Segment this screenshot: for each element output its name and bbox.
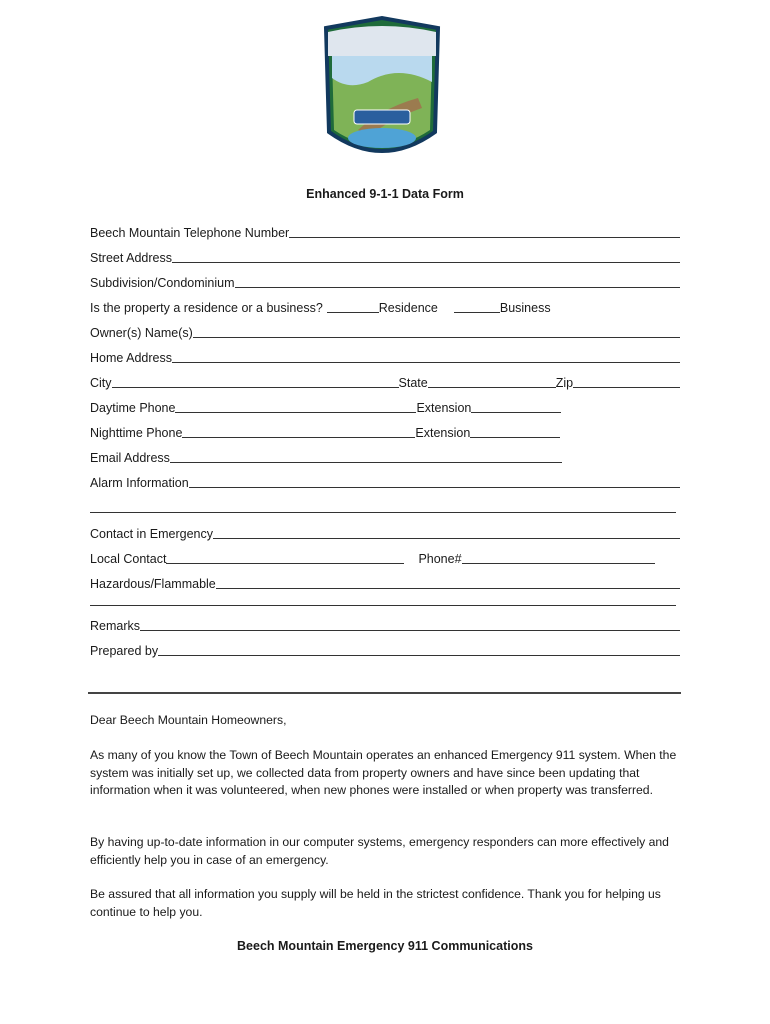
remarks-label: Remarks <box>90 619 141 633</box>
prepared-by-row <box>90 640 680 658</box>
telephone-field[interactable] <box>289 225 680 238</box>
remarks-row <box>90 615 680 633</box>
telephone-row <box>90 222 680 240</box>
state-label: State <box>398 376 428 390</box>
property-type-row <box>90 297 680 315</box>
prepared-by-label: Prepared by <box>90 644 159 658</box>
emergency-contact-row <box>90 523 680 541</box>
nighttime-extension-label: Extension <box>415 426 471 440</box>
letter-paragraph-2: By having up-to-date information in our computer systems, emergency responders can more effectively and efficiently help you in case of an emergency. <box>90 835 669 867</box>
letter-greeting: Dear Beech Mountain Homeowners, <box>90 713 287 727</box>
daytime-extension-field[interactable] <box>471 400 561 413</box>
letter-signature: Beech Mountain Emergency 911 Communications <box>237 939 533 953</box>
email-row <box>90 447 680 465</box>
street-row <box>90 247 680 265</box>
alarm-field[interactable] <box>189 475 680 488</box>
police-badge-logo <box>318 12 446 162</box>
state-field[interactable] <box>428 375 556 388</box>
hazardous-label: Hazardous/Flammable <box>90 577 216 591</box>
daytime-phone-row <box>90 397 680 415</box>
nighttime-phone-field[interactable] <box>182 425 415 438</box>
home-address-field[interactable] <box>172 350 680 363</box>
owners-row <box>90 322 680 340</box>
alarm-row <box>90 472 680 490</box>
phone-number-field[interactable] <box>462 551 655 564</box>
street-field[interactable] <box>172 250 680 263</box>
zip-field[interactable] <box>573 375 680 388</box>
city-label: City <box>90 376 112 390</box>
nighttime-extension-field[interactable] <box>470 425 560 438</box>
residence-blank[interactable] <box>327 300 379 313</box>
home-address-label: Home Address <box>90 351 172 365</box>
hazardous-field-continued[interactable] <box>90 605 676 606</box>
section-divider <box>88 692 681 694</box>
telephone-label: Beech Mountain Telephone Number <box>90 226 290 240</box>
business-blank[interactable] <box>454 300 500 313</box>
remarks-field[interactable] <box>140 618 680 631</box>
local-contact-row <box>90 548 680 566</box>
nighttime-phone-row <box>90 422 680 440</box>
city-state-zip-row <box>90 372 680 390</box>
alarm-field-continued[interactable] <box>90 512 676 513</box>
form-title: Enhanced 9-1-1 Data Form <box>306 187 464 201</box>
phone-number-label: Phone# <box>418 552 462 566</box>
email-field[interactable] <box>170 450 562 463</box>
zip-label: Zip <box>555 376 574 390</box>
subdivision-row <box>90 272 680 290</box>
email-label: Email Address <box>90 451 170 465</box>
residence-label: Residence <box>378 301 438 315</box>
prepared-by-field[interactable] <box>158 643 680 656</box>
emergency-contact-field[interactable] <box>213 526 680 539</box>
local-contact-field[interactable] <box>166 551 404 564</box>
daytime-extension-label: Extension <box>416 401 472 415</box>
nighttime-phone-label: Nighttime Phone <box>90 426 183 440</box>
owners-label: Owner(s) Name(s) <box>90 326 193 340</box>
letter-paragraph-3: Be assured that all information you supply will be held in the strictest confidence. Thank you for helping us continue to help you. <box>90 887 661 919</box>
alarm-label: Alarm Information <box>90 476 189 490</box>
street-label: Street Address <box>90 251 172 265</box>
daytime-phone-field[interactable] <box>175 400 416 413</box>
letter-paragraph-1: As many of you know the Town of Beech Mountain operates an enhanced Emergency 911 system. When the system was initially set up, we collected data from property owners and have since been updating that information when it was volunteered, when new phones were installed or when property was transferred. <box>90 748 677 797</box>
home-address-row <box>90 347 680 365</box>
property-question: Is the property a residence or a business? <box>90 301 323 315</box>
hazardous-row <box>90 573 680 591</box>
subdivision-label: Subdivision/Condominium <box>90 276 235 290</box>
owners-field[interactable] <box>193 325 680 338</box>
business-label: Business <box>499 301 551 315</box>
emergency-contact-label: Contact in Emergency <box>90 527 213 541</box>
subdivision-field[interactable] <box>235 275 680 288</box>
city-field[interactable] <box>112 375 399 388</box>
daytime-phone-label: Daytime Phone <box>90 401 176 415</box>
hazardous-field[interactable] <box>216 576 680 589</box>
local-contact-label: Local Contact <box>90 552 167 566</box>
